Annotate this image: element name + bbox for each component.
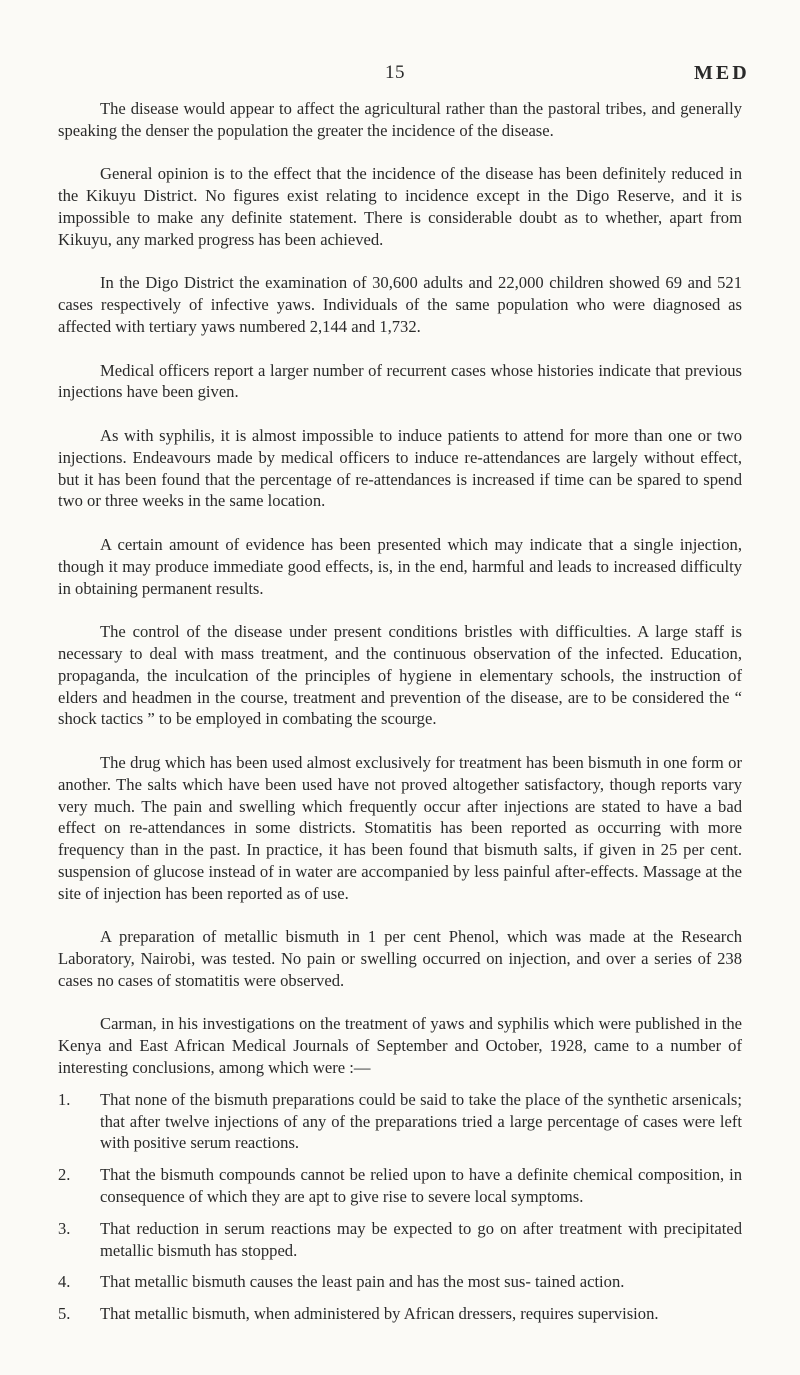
list-text: That none of the bismuth preparations could be said to take the place of the synthetic arsenicals; that after twelve injections of any of the preparations tried a large percentage of cases were left with positive serum reactions. — [100, 1089, 742, 1153]
paragraph: The drug which has been used almost exclusively for treatment has been bismuth in one form or another. The salts which have been used have not proved altogether satisfactory, though reports vary very much. The pain and swelling which frequently occur after injections are stated to have a bad effect on re-attendances in some districts. Stomatitis has been reported as occurring with more frequency than in the past. In practice, it has been found that bismuth salts, if given in 25 per cent. suspension of glucose instead of in water are accompanied by less painful after-effects. Massage at the site of injection has been reported as of use. — [58, 752, 742, 903]
list-item — [58, 1218, 742, 1262]
paragraph: As with syphilis, it is almost impossible to induce patients to attend for more than one or two injections. Endeavours made by medical officers to induce re-attendances are largely without effect, but it has been found that the percentage of re-attendances is increased if time can be spared to spend two or three weeks in the same location. — [58, 425, 742, 511]
list-text: That metallic bismuth causes the least pain and has the most sus- tained action. — [100, 1272, 625, 1292]
list-number: 1. — [58, 1089, 71, 1109]
list-text: That the bismuth compounds cannot be relied upon to have a definite chemical composition, in consequence of which they are apt to give rise to severe local symptoms. — [100, 1165, 742, 1207]
list-item — [58, 1271, 742, 1293]
paragraph: Medical officers report a larger number of recurrent cases whose histories indicate that previous injections have been given. — [58, 360, 742, 402]
list-item — [58, 1164, 742, 1208]
page-header — [0, 62, 800, 86]
list-item — [58, 1089, 742, 1154]
paragraph: The disease would appear to affect the agricultural rather than the pastoral tribes, and generally speaking the denser the population the greater the incidence of the disease. — [58, 99, 742, 140]
paragraph: In the Digo District the examination of 30,600 adults and 22,000 children showed 69 and 521 cases respectively of infective yaws. Individuals of the same population who were diagnosed as affected with tertiary yaws numbered 2,144 and 1,732. — [58, 273, 742, 336]
paragraph: A certain amount of evidence has been presented which may indicate that a single injection, though it may produce immediate good effects, is, in the end, harmful and leads to increased difficulty in obtaining permanent results. — [58, 534, 742, 598]
list-number: 4. — [58, 1272, 71, 1292]
paragraph: The control of the disease under present conditions bristles with difficulties. A large staff is necessary to deal with mass treatment, and the continuous observation of the infected. Education, propaganda, the inculcation of the principles of hygiene in elementary schools, the instruction of elders and headmen in the course, treatment and prevention of the disease, are to be considered the “ shock tactics ” to be employed in combating the scourge. — [58, 622, 742, 729]
conclusions-list — [58, 1089, 742, 1325]
list-number: 3. — [58, 1218, 71, 1238]
list-text: That metallic bismuth, when administered by African dressers, requires supervision. — [100, 1304, 659, 1324]
page-number: 15 — [385, 62, 405, 83]
paragraph: A preparation of metallic bismuth in 1 per cent Phenol, which was made at the Research Laboratory, Nairobi, was tested. No pain or swelling occurred on injection, and over a series of 238 cases no cases of stomatitis were observed. — [58, 927, 742, 990]
paragraph: Carman, in his investigations on the treatment of yaws and syphilis which were published in the Kenya and East African Medical Journals of September and October, 1928, came to a number of interesting conclusions, among which were :— — [58, 1014, 742, 1078]
section-code: MED — [694, 62, 750, 84]
body-text — [58, 98, 742, 1335]
list-item — [58, 1303, 742, 1325]
list-text: That reduction in serum reactions may be expected to go on after treatment with precipitated metallic bismuth has stopped. — [100, 1218, 742, 1260]
list-number: 5. — [58, 1304, 71, 1324]
paragraph: General opinion is to the effect that the incidence of the disease has been definitely reduced in the Kikuyu District. No figures exist relating to incidence except in the Digo Reserve, and it is impossible to make any definite statement. There is considerable doubt as to whether, apart from Kikuyu, any marked progress has been achieved. — [58, 164, 742, 249]
list-number: 2. — [58, 1165, 71, 1185]
